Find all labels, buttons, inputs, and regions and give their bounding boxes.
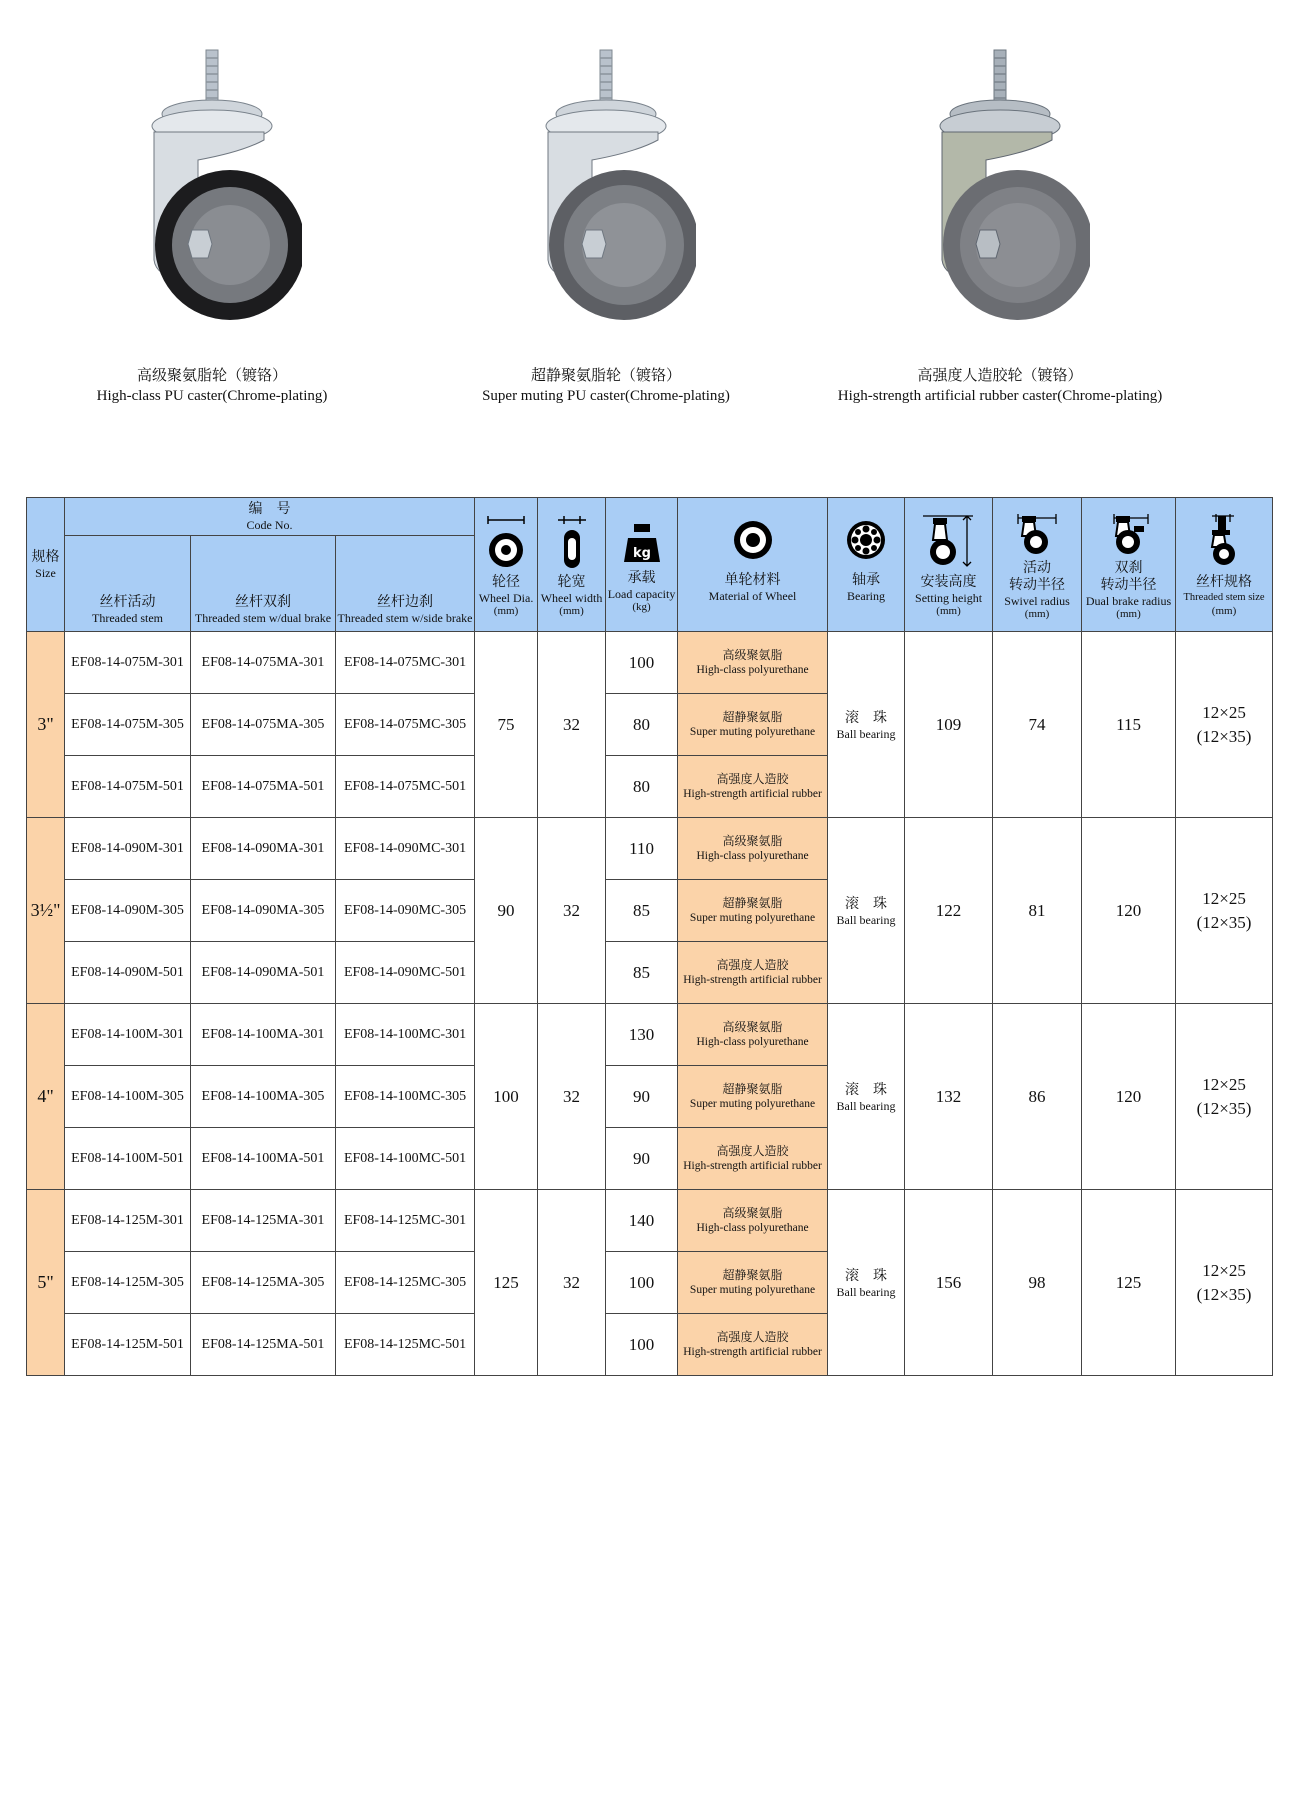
swivel-radius-cell: 98 bbox=[993, 1190, 1082, 1376]
code-dual-brake: EF08-14-100MA-301 bbox=[191, 1004, 336, 1066]
header-setting-height: 安装高度 Setting height (mm) bbox=[905, 498, 993, 632]
dual-brake-radius-cell: 120 bbox=[1082, 818, 1176, 1004]
header-side-brake: 丝杆边刹 Threaded stem w/side brake bbox=[336, 536, 475, 632]
setting-height-icon bbox=[919, 512, 979, 570]
material-en: High-class polyurethane bbox=[696, 663, 809, 676]
material-cell bbox=[678, 942, 828, 1004]
code-threaded-stem: EF08-14-090M-305 bbox=[65, 880, 191, 942]
code-threaded-stem: EF08-14-125M-301 bbox=[65, 1190, 191, 1252]
header-dual-brake-radius: 双刹 转动半径 Dual brake radius (mm) bbox=[1082, 498, 1176, 632]
material-cn: 超静聚氨脂 bbox=[722, 895, 783, 910]
size-cell: 3" bbox=[27, 632, 65, 818]
material-en: High-strength artificial rubber bbox=[683, 787, 822, 800]
code-threaded-stem: EF08-14-075M-501 bbox=[65, 756, 191, 818]
product-title-cn: 高强度人造胶轮（镀铬） bbox=[917, 366, 1083, 384]
swivel-radius-icon bbox=[1012, 510, 1062, 556]
table-row bbox=[27, 818, 1273, 880]
material-en: High-strength artificial rubber bbox=[683, 973, 822, 986]
wheel-material-icon bbox=[731, 514, 775, 566]
threaded-stem-icon bbox=[1202, 512, 1246, 568]
wheel-width-cell: 32 bbox=[538, 818, 606, 1004]
material-cell bbox=[678, 1314, 828, 1376]
table-row bbox=[27, 1004, 1273, 1066]
setting-height-cell: 156 bbox=[905, 1190, 993, 1376]
product-title-en: Super muting PU caster(Chrome-plating) bbox=[482, 388, 730, 404]
stem-size-cell bbox=[1176, 1004, 1273, 1190]
load-capacity-cell: 100 bbox=[606, 1314, 678, 1376]
bearing-cell bbox=[828, 632, 905, 818]
dual-brake-radius-cell: 120 bbox=[1082, 1004, 1176, 1190]
setting-height-cell: 132 bbox=[905, 1004, 993, 1190]
dual-brake-radius-cell: 115 bbox=[1082, 632, 1176, 818]
material-cell bbox=[678, 1190, 828, 1252]
code-threaded-stem: EF08-14-125M-501 bbox=[65, 1314, 191, 1376]
load-capacity-cell: 85 bbox=[606, 880, 678, 942]
material-cn: 高级聚氨脂 bbox=[722, 1205, 783, 1220]
code-side-brake: EF08-14-125MC-305 bbox=[336, 1252, 475, 1314]
material-cell bbox=[678, 1066, 828, 1128]
material-cn: 超静聚氨脂 bbox=[722, 1081, 783, 1096]
bearing-en: Ball bearing bbox=[836, 913, 896, 927]
material-en: High-class polyurethane bbox=[696, 849, 809, 862]
material-en: High-strength artificial rubber bbox=[683, 1345, 822, 1358]
material-cn: 高级聚氨脂 bbox=[722, 1019, 783, 1034]
material-cell bbox=[678, 1252, 828, 1314]
load-capacity-cell: 80 bbox=[606, 756, 678, 818]
header-material: 单轮材料 Material of Wheel bbox=[678, 498, 828, 632]
wheel-diameter-icon bbox=[484, 512, 528, 570]
bearing-cn: 滚 珠 bbox=[845, 1082, 888, 1098]
setting-height-cell: 122 bbox=[905, 818, 993, 1004]
header-size: 规格 Size bbox=[27, 498, 65, 632]
header-swivel-radius: 活动 转动半径 Swivel radius (mm) bbox=[993, 498, 1082, 632]
code-side-brake: EF08-14-125MC-501 bbox=[336, 1314, 475, 1376]
material-en: Super muting polyurethane bbox=[689, 1097, 816, 1110]
material-cell bbox=[678, 694, 828, 756]
load-capacity-cell: 90 bbox=[606, 1128, 678, 1190]
code-side-brake: EF08-14-125MC-301 bbox=[336, 1190, 475, 1252]
header-threaded-stem: 丝杆活动 Threaded stem bbox=[65, 536, 191, 632]
material-en: High-class polyurethane bbox=[696, 1221, 809, 1234]
code-side-brake: EF08-14-090MC-501 bbox=[336, 942, 475, 1004]
stem-size-alt: (12×35) bbox=[1196, 1098, 1252, 1118]
ball-bearing-icon bbox=[844, 514, 888, 566]
material-cn: 超静聚氨脂 bbox=[722, 709, 783, 724]
bearing-en: Ball bearing bbox=[836, 1285, 896, 1299]
setting-height-cell: 109 bbox=[905, 632, 993, 818]
product-title-en: High-class PU caster(Chrome-plating) bbox=[96, 388, 328, 404]
header-code-no: 编 号 Code No. bbox=[65, 498, 475, 536]
wheel-width-cell: 32 bbox=[538, 632, 606, 818]
bearing-cn: 滚 珠 bbox=[845, 710, 888, 726]
code-dual-brake: EF08-14-075MA-501 bbox=[191, 756, 336, 818]
code-side-brake: EF08-14-100MC-301 bbox=[336, 1004, 475, 1066]
stem-size-cell bbox=[1176, 818, 1273, 1004]
caster-illustration bbox=[122, 40, 302, 350]
table-row bbox=[27, 632, 1273, 694]
code-threaded-stem: EF08-14-125M-305 bbox=[65, 1252, 191, 1314]
wheel-dia-cell: 125 bbox=[475, 1190, 538, 1376]
wheel-width-cell: 32 bbox=[538, 1004, 606, 1190]
code-side-brake: EF08-14-090MC-305 bbox=[336, 880, 475, 942]
code-dual-brake: EF08-14-075MA-301 bbox=[191, 632, 336, 694]
size-cell: 4" bbox=[27, 1004, 65, 1190]
stem-size-cell bbox=[1176, 632, 1273, 818]
material-en: Super muting polyurethane bbox=[689, 725, 816, 738]
size-cell: 5" bbox=[27, 1190, 65, 1376]
material-cn: 高级聚氨脂 bbox=[722, 647, 783, 662]
product-title-cn: 高级聚氨脂轮（镀铬） bbox=[136, 366, 287, 384]
stem-size-primary: 12×25 bbox=[1202, 1260, 1246, 1280]
load-capacity-cell: 100 bbox=[606, 632, 678, 694]
bearing-cell bbox=[828, 1190, 905, 1376]
header-load-capacity: kg 承载 Load capacity (kg) bbox=[606, 498, 678, 632]
stem-size-alt: (12×35) bbox=[1196, 912, 1252, 932]
dual-brake-radius-icon bbox=[1104, 510, 1154, 556]
swivel-radius-cell: 74 bbox=[993, 632, 1082, 818]
code-threaded-stem: EF08-14-100M-305 bbox=[65, 1066, 191, 1128]
header-stem-size: 丝杆规格 Threaded stem size (mm) bbox=[1176, 498, 1273, 632]
material-cn: 高级聚氨脂 bbox=[722, 833, 783, 848]
code-side-brake: EF08-14-100MC-501 bbox=[336, 1128, 475, 1190]
bearing-cell bbox=[828, 1004, 905, 1190]
spec-table-body bbox=[27, 632, 1273, 1376]
material-en: Super muting polyurethane bbox=[689, 911, 816, 924]
bearing-en: Ball bearing bbox=[836, 1099, 896, 1113]
code-dual-brake: EF08-14-090MA-501 bbox=[191, 942, 336, 1004]
bearing-cell bbox=[828, 818, 905, 1004]
material-cell bbox=[678, 1004, 828, 1066]
header-wheel-dia: 轮径 Wheel Dia. (mm) bbox=[475, 498, 538, 632]
stem-size-primary: 12×25 bbox=[1202, 888, 1246, 908]
product-high-strength-rubber bbox=[790, 40, 1210, 405]
stem-size-alt: (12×35) bbox=[1196, 726, 1252, 746]
code-threaded-stem: EF08-14-090M-301 bbox=[65, 818, 191, 880]
material-cn: 高强度人造胶 bbox=[716, 1329, 789, 1344]
code-threaded-stem: EF08-14-090M-501 bbox=[65, 942, 191, 1004]
dual-brake-radius-cell: 125 bbox=[1082, 1190, 1176, 1376]
wheel-width-cell: 32 bbox=[538, 1190, 606, 1376]
wheel-dia-cell: 100 bbox=[475, 1004, 538, 1190]
code-side-brake: EF08-14-090MC-301 bbox=[336, 818, 475, 880]
material-en: High-strength artificial rubber bbox=[683, 1159, 822, 1172]
load-capacity-cell: 85 bbox=[606, 942, 678, 1004]
code-dual-brake: EF08-14-090MA-305 bbox=[191, 880, 336, 942]
material-cell bbox=[678, 632, 828, 694]
code-dual-brake: EF08-14-125MA-305 bbox=[191, 1252, 336, 1314]
material-cell bbox=[678, 818, 828, 880]
swivel-radius-cell: 86 bbox=[993, 1004, 1082, 1190]
code-threaded-stem: EF08-14-075M-305 bbox=[65, 694, 191, 756]
code-dual-brake: EF08-14-100MA-305 bbox=[191, 1066, 336, 1128]
stem-size-cell bbox=[1176, 1190, 1273, 1376]
header-wheel-width: 轮宽 Wheel width (mm) bbox=[538, 498, 606, 632]
code-side-brake: EF08-14-075MC-305 bbox=[336, 694, 475, 756]
weight-kg-icon bbox=[620, 516, 664, 566]
bearing-en: Ball bearing bbox=[836, 727, 896, 741]
material-cell bbox=[678, 756, 828, 818]
load-capacity-cell: 80 bbox=[606, 694, 678, 756]
code-threaded-stem: EF08-14-075M-301 bbox=[65, 632, 191, 694]
product-title-cn: 超静聚氨脂轮（镀铬） bbox=[530, 366, 681, 384]
wheel-dia-cell: 75 bbox=[475, 632, 538, 818]
load-capacity-cell: 130 bbox=[606, 1004, 678, 1066]
code-dual-brake: EF08-14-075MA-305 bbox=[191, 694, 336, 756]
product-title-en: High-strength artificial rubber caster(Chrome-plating) bbox=[837, 388, 1163, 404]
code-side-brake: EF08-14-075MC-501 bbox=[336, 756, 475, 818]
header-bearing: 轴承 Bearing bbox=[828, 498, 905, 632]
stem-size-alt: (12×35) bbox=[1196, 1284, 1252, 1304]
bearing-cn: 滚 珠 bbox=[845, 1268, 888, 1284]
material-cn: 高强度人造胶 bbox=[716, 957, 789, 972]
swivel-radius-cell: 81 bbox=[993, 818, 1082, 1004]
load-capacity-cell: 110 bbox=[606, 818, 678, 880]
code-threaded-stem: EF08-14-100M-301 bbox=[65, 1004, 191, 1066]
wheel-dia-cell: 90 bbox=[475, 818, 538, 1004]
size-cell: 3½" bbox=[27, 818, 65, 1004]
material-cn: 超静聚氨脂 bbox=[722, 1267, 783, 1282]
svg-text:kg: kg bbox=[632, 546, 651, 561]
code-dual-brake: EF08-14-100MA-501 bbox=[191, 1128, 336, 1190]
material-en: Super muting polyurethane bbox=[689, 1283, 816, 1296]
caster-illustration bbox=[910, 40, 1090, 350]
code-dual-brake: EF08-14-090MA-301 bbox=[191, 818, 336, 880]
stem-size-primary: 12×25 bbox=[1202, 702, 1246, 722]
load-capacity-cell: 100 bbox=[606, 1252, 678, 1314]
product-super-muting-pu bbox=[396, 40, 816, 405]
bearing-cn: 滚 珠 bbox=[845, 896, 888, 912]
load-capacity-cell: 90 bbox=[606, 1066, 678, 1128]
spec-table bbox=[26, 497, 1273, 1376]
caster-illustration bbox=[516, 40, 696, 350]
material-cn: 高强度人造胶 bbox=[716, 771, 789, 786]
code-dual-brake: EF08-14-125MA-301 bbox=[191, 1190, 336, 1252]
header-dual-brake: 丝杆双刹 Threaded stem w/dual brake bbox=[191, 536, 336, 632]
material-en: High-class polyurethane bbox=[696, 1035, 809, 1048]
table-row bbox=[27, 1190, 1273, 1252]
load-capacity-cell: 140 bbox=[606, 1190, 678, 1252]
material-cell bbox=[678, 1128, 828, 1190]
product-high-class-pu bbox=[2, 40, 422, 405]
wheel-width-icon bbox=[550, 512, 594, 570]
code-side-brake: EF08-14-100MC-305 bbox=[336, 1066, 475, 1128]
stem-size-primary: 12×25 bbox=[1202, 1074, 1246, 1094]
material-cell bbox=[678, 880, 828, 942]
code-dual-brake: EF08-14-125MA-501 bbox=[191, 1314, 336, 1376]
code-threaded-stem: EF08-14-100M-501 bbox=[65, 1128, 191, 1190]
material-cn: 高强度人造胶 bbox=[716, 1143, 789, 1158]
code-side-brake: EF08-14-075MC-301 bbox=[336, 632, 475, 694]
